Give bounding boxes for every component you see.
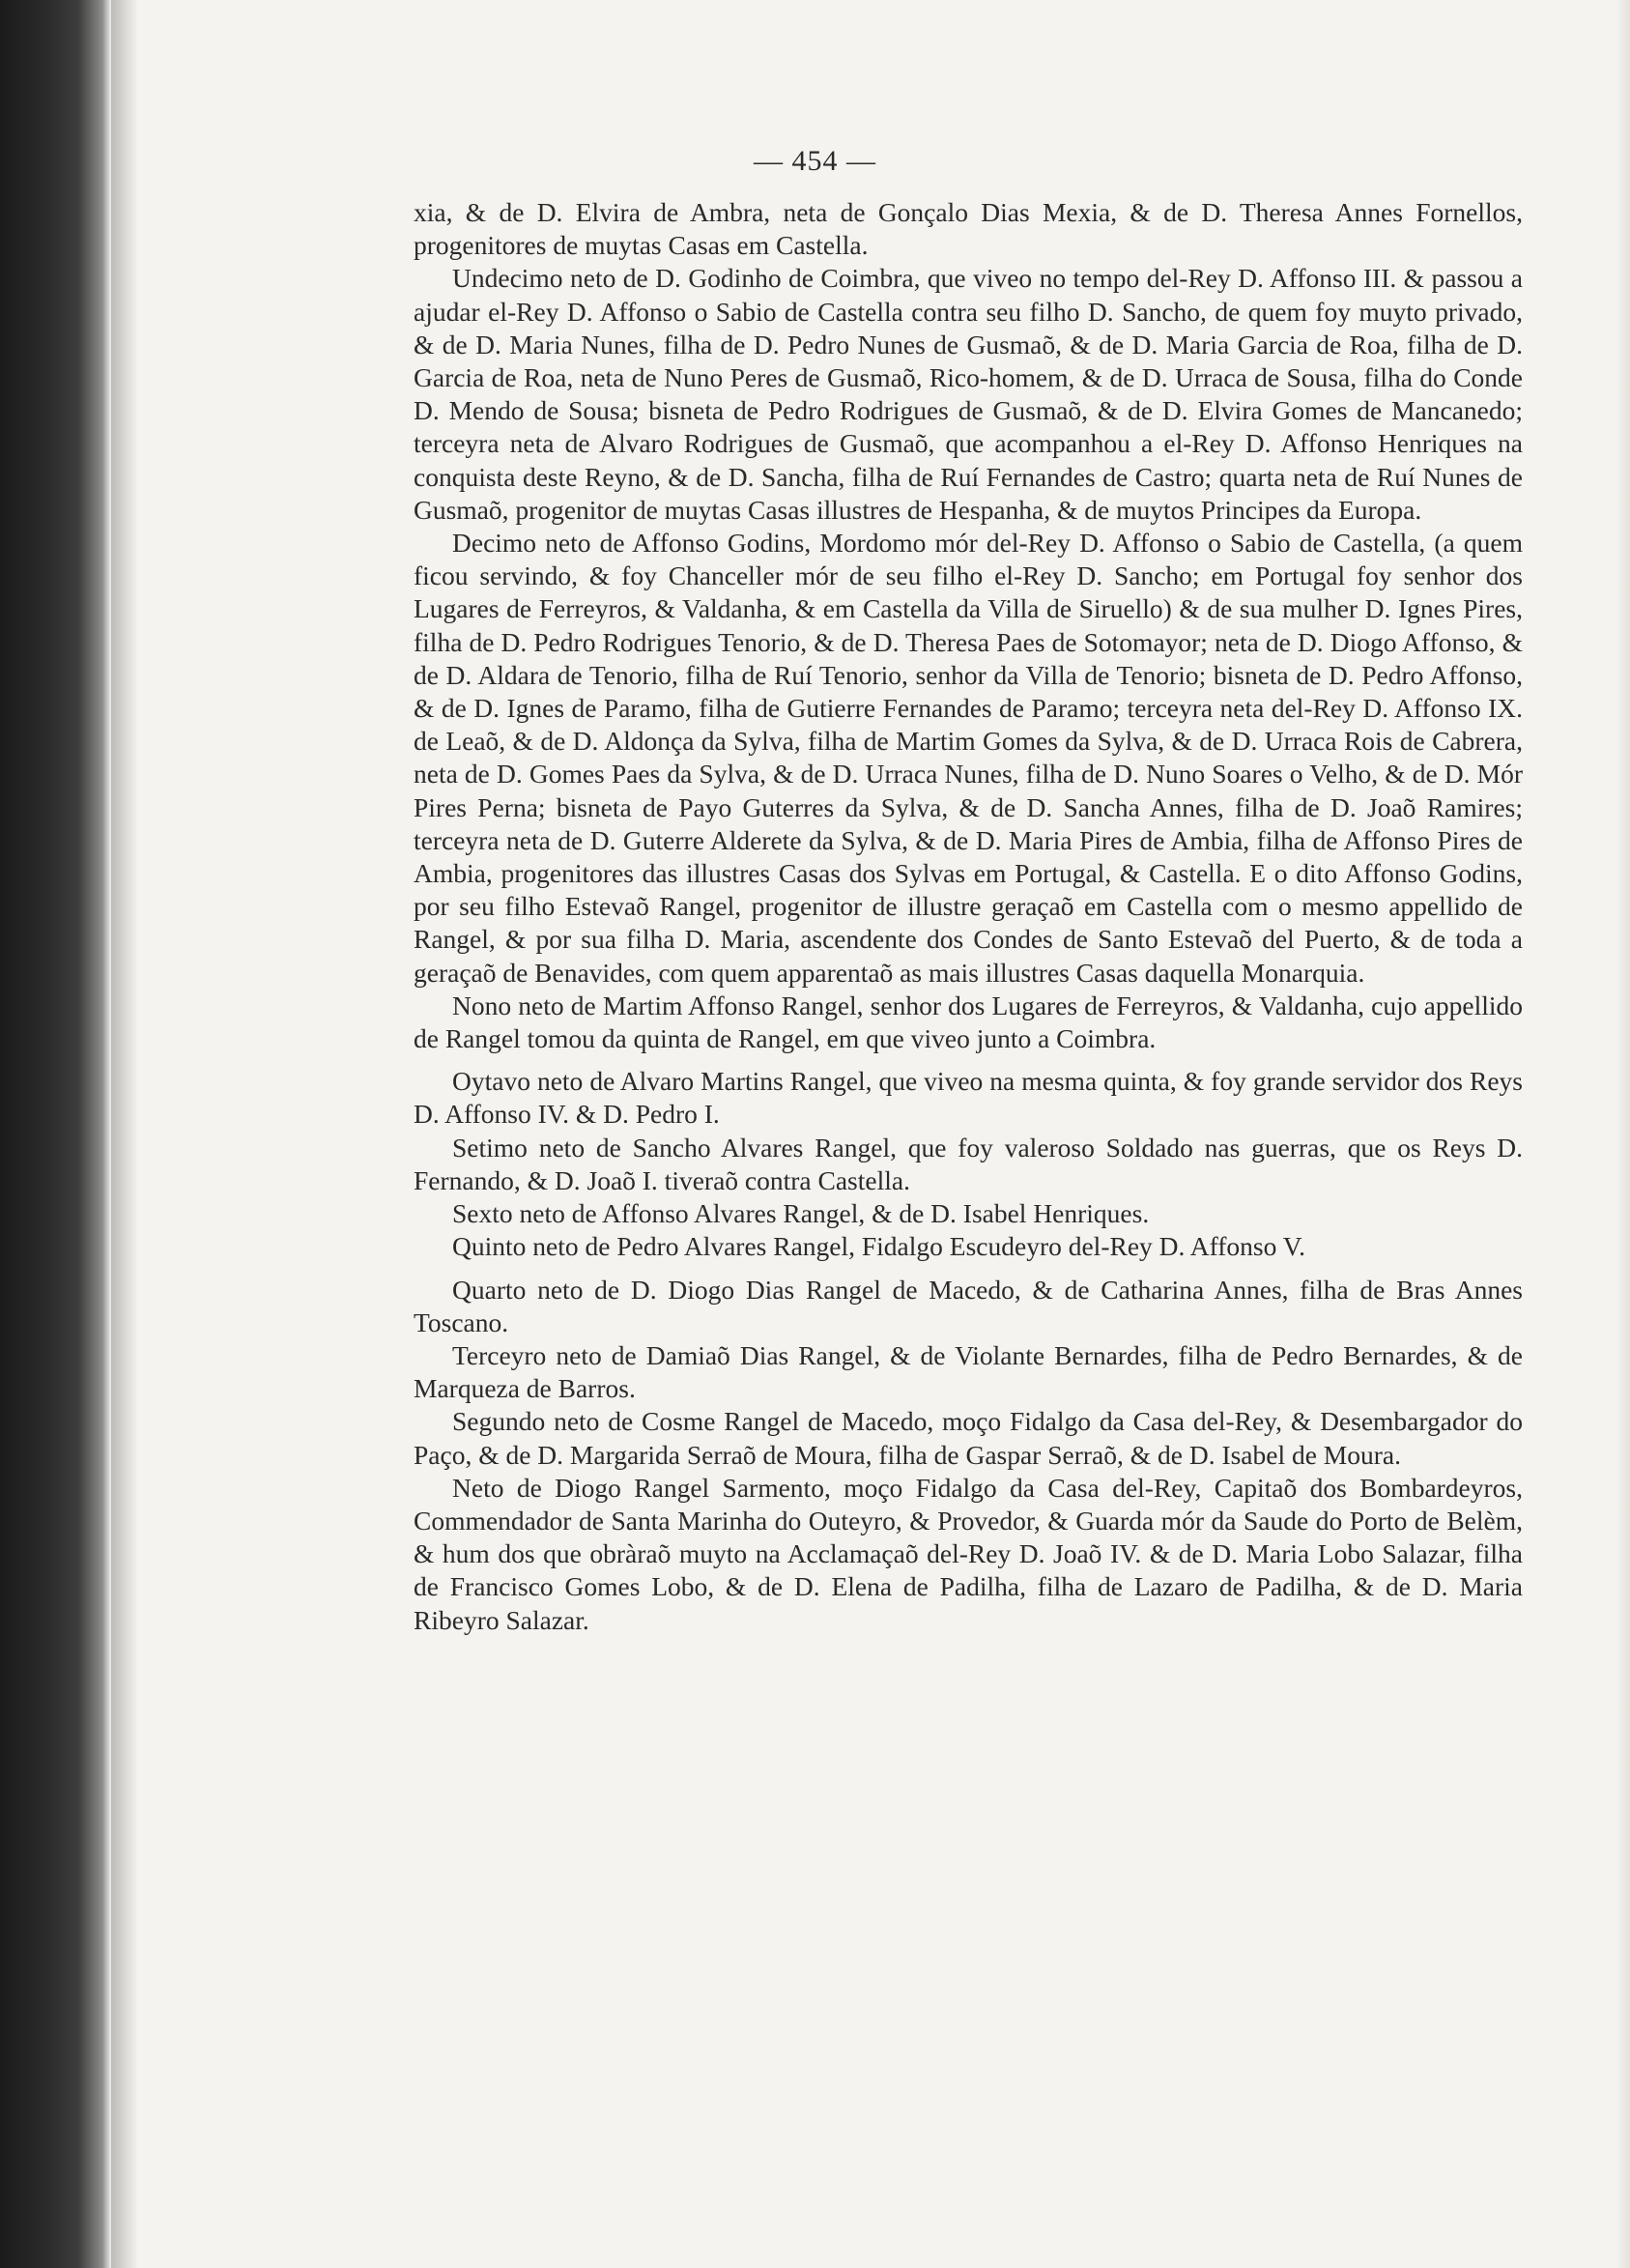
paragraph: Sexto neto de Affonso Alvares Rangel, & de D. Isabel Henriques. bbox=[452, 1198, 1150, 1229]
paragraph: Undecimo neto de D. Godinho de Coimbra, que viveo no tempo del-Rey D. Affonso III. & passou a ajudar el-Rey D. Affonso o Sabio de Castella contra seu filho D. Sancho, de quem foy muyto privado, & de D. Maria Nunes, filha de D. Pedro Nunes de Gusmaõ, & de D. Maria Garcia de Roa, filha de D. Garcia de Roa, neta de Nuno Peres de Gusmaõ, Rico-homem, & de D. Urraca de Sousa, filha do Conde D. Mendo de Sousa; bisneta de Pedro Rodrigues de Gusmaõ, & de D. Elvira Gomes de Mancanedo; terceyra neta de Alvaro Rodrigues de Gusmaõ, que acompanhou a el-Rey D. Affonso Henriques na conquista deste Reyno, & de D. Sancha, filha de Ruí Fernandes de Castro; quarta neta de Ruí Nunes de Gusmaõ, progenitor de muytas Casas illustres de Hespanha, & de muytos Principes da Europa. bbox=[414, 263, 1523, 525]
paragraph: Segundo neto de Cosme Rangel de Macedo, moço Fidalgo da Casa del-Rey, & Desembargador do Paço, & de D. Margarida Serraõ de Moura, filha de Gaspar Serraõ, & de D. Isabel de Moura. bbox=[414, 1406, 1523, 1470]
paragraph: Decimo neto de Affonso Godins, Mordomo mór del-Rey D. Affonso o Sabio de Castella, (a quem ficou servindo, & foy Chanceller mór de seu filho el-Rey D. Sancho; em Portugal foy senhor dos Lugares de Ferreyros, & Valdanha, & em Castella da Villa de Siruello) & de sua mulher D. Ignes Pires, filha de D. Pedro Rodrigues Tenorio, & de D. Theresa Paes de Sotomayor; neta de D. Diogo Affonso, & de D. Aldara de Tenorio, filha de Ruí Tenorio, senhor da Villa de Tenorio; bisneta de D. Pedro Affonso, & de D. Ignes de Paramo, filha de Gutierre Fernandes de Paramo; terceyra neta del-Rey D. Affonso IX. de Leaõ, & de D. Aldonça da Sylva, filha de Martim Gomes da Sylva, & de D. Urraca Rois de Cabrera, neta de D. Gomes Paes da Sylva, & de D. Urraca Nunes, filha de D. Nuno Soares o Velho, & de D. Mór Pires Perna; bisneta de Payo Guterres da Sylva, & de D. Sancha Annes, filha de D. Joaõ Ramires; terceyra neta de D. Guterre Alderete da Sylva, & de D. Maria Pires de Ambia, filha de Affonso Pires de Ambia, progenitores das illustres Casas dos Sylvas em Portugal, & Castella. E o dito Affonso Godins, por seu filho Estevaõ Rangel, progenitor de illustre geraçaõ em Castella com o mesmo appellido de Rangel, & por sua filha D. Maria, ascendente dos Condes de Santo Estevaõ del Puerto, & de toda a geraçaõ de Benavides, com quem apparentaõ as mais illustres Casas daquella Monarquia. bbox=[414, 528, 1523, 988]
paragraph: Oytavo neto de Alvaro Martins Rangel, que viveo na mesma quinta, & foy grande servidor dos Reys D. Affonso IV. & D. Pedro I. bbox=[414, 1066, 1523, 1130]
paragraph: Quinto neto de Pedro Alvares Rangel, Fidalgo Escudeyro del-Rey D. Affonso V. bbox=[452, 1231, 1305, 1262]
scan-binding-shadow bbox=[0, 0, 111, 2268]
page-number: — 454 — bbox=[754, 145, 876, 177]
paragraph: Terceyro neto de Damiaõ Dias Rangel, & de Violante Bernardes, filha de Pedro Bernardes, & de Marqueza de Barros. bbox=[414, 1339, 1523, 1404]
paragraph: xia, & de D. Elvira de Ambra, neta de Gonçalo Dias Mexia, & de D. Theresa Annes Fornellos, progenitores de muytas Casas em Castella. bbox=[414, 197, 1523, 261]
paragraph: Setimo neto de Sancho Alvares Rangel, que foy valeroso Soldado nas guerras, que os Reys D. Fernando, & D. Joaõ I. tiveraõ contra Castella. bbox=[414, 1132, 1523, 1195]
page-right-edge bbox=[1616, 0, 1630, 2268]
paragraph: Neto de Diogo Rangel Sarmento, moço Fidalgo da Casa del-Rey, Capitaõ dos Bombardeyros, Commendador de Santa Marinha do Outeyro, & Provedor, & Guarda mór da Saude do Porto de Belèm, & hum dos que obràraõ muyto na Acclamaçaõ del-Rey D. Joaõ IV. & de D. Maria Lobo Salazar, filha de Francisco Gomes Lobo, & de D. Elena de Padilha, filha de Lazaro de Padilha, & de D. Maria Ribeyro Salazar. bbox=[414, 1472, 1523, 1635]
paragraph: Quarto neto de D. Diogo Dias Rangel de Macedo, & de Catharina Annes, filha de Bras Annes Toscano. bbox=[414, 1274, 1523, 1337]
paragraph: Nono neto de Martim Affonso Rangel, senhor dos Lugares de Ferreyros, & Valdanha, cujo appellido de Rangel tomou da quinta de Rangel, em que viveo junto a Coimbra. bbox=[414, 990, 1523, 1054]
body-text bbox=[414, 196, 1523, 1637]
